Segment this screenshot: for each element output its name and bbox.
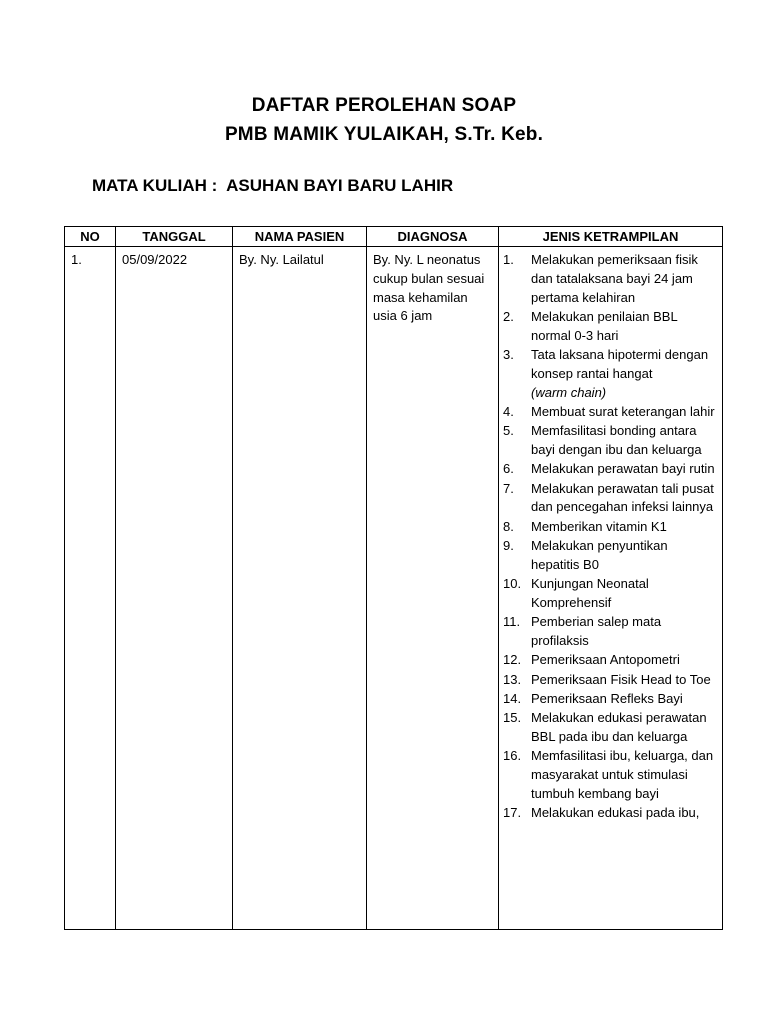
skill-text: Tata laksana hipotermi dengan konsep rantai hangat [531, 346, 709, 381]
skill-item [503, 403, 718, 422]
skill-item [503, 804, 718, 823]
skill-text: Pemeriksaan Fisik Head to Toe [531, 671, 711, 687]
skill-number: 2. [503, 308, 514, 324]
skill-item [503, 251, 718, 307]
cell-jenis-ketrampilan [499, 247, 723, 930]
column-header-tanggal: TANGGAL [116, 227, 233, 247]
skill-number: 5. [503, 423, 514, 439]
skill-number: 15. [503, 710, 522, 726]
skill-item [503, 308, 718, 346]
column-header-no: NO [65, 227, 116, 247]
skill-text: Melakukan pemeriksaan fisik dan tatalaksana bayi 24 jam pertama kelahiran [531, 252, 698, 305]
skill-text: Melakukan perawatan tali pusat dan pencegahan infeksi lainnya [531, 480, 714, 515]
skill-text: Pemeriksaan Refleks Bayi [531, 690, 683, 706]
skill-item [503, 747, 718, 803]
cell-nama-pasien: By. Ny. Lailatul [233, 247, 367, 930]
cell-diagnosa: By. Ny. L neonatus cukup bulan sesuai masa kehamilan usia 6 jam [367, 247, 499, 930]
skill-text: Melakukan edukasi pada ibu, [531, 805, 700, 821]
skill-item [503, 346, 718, 402]
column-header-diagnosa: DIAGNOSA [367, 227, 499, 247]
skill-item [503, 709, 718, 747]
skill-item [503, 480, 718, 518]
skill-text: Kunjungan Neonatal Komprehensif [531, 576, 649, 610]
skill-text: Memberikan vitamin K1 [531, 518, 667, 534]
skill-number: 11. [503, 614, 521, 630]
cell-tanggal: 05/09/2022 [116, 247, 233, 930]
column-header-jenis-ketrampilan: JENIS KETRAMPILAN [499, 227, 723, 247]
skill-number: 12. [503, 652, 522, 668]
skill-text: Melakukan penyuntikan hepatitis B0 [531, 537, 668, 572]
skill-number: 3. [503, 346, 514, 362]
course-label: MATA KULIAH : [92, 176, 218, 195]
skill-text: Melakukan edukasi perawatan BBL pada ibu dan keluarga [531, 710, 707, 744]
skill-number: 7. [503, 480, 514, 496]
skill-number: 6. [503, 461, 514, 477]
skill-number: 17. [503, 805, 522, 821]
skill-item [503, 460, 718, 479]
skill-item [503, 575, 718, 613]
column-header-nama-pasien: NAMA PASIEN [233, 227, 367, 247]
skill-text: Melakukan penilaian BBL normal 0-3 hari [531, 308, 678, 343]
course-name: ASUHAN BAYI BARU LAHIR [226, 176, 454, 195]
skill-number: 16. [503, 748, 522, 764]
skill-item [503, 613, 718, 651]
soap-table [64, 226, 723, 930]
skill-item [503, 518, 718, 537]
skill-text: Melakukan perawatan bayi rutin [531, 461, 715, 477]
skill-text: Pemberian salep mata profilaksis [531, 614, 662, 648]
skill-number: 14. [503, 690, 522, 706]
course-line [92, 176, 453, 196]
document-subtitle: PMB MAMIK YULAIKAH, S.Tr. Keb. [224, 124, 544, 145]
skill-italic-note: (warm chain) [531, 384, 607, 400]
skill-item [503, 690, 718, 709]
skill-item [503, 651, 718, 670]
table-header-row [65, 227, 723, 247]
skill-number: 9. [503, 537, 514, 553]
skill-item [503, 422, 718, 460]
skill-number: 10. [503, 576, 522, 592]
skill-text: Memfasilitasi ibu, keluarga, dan masyarakat untuk stimulasi tumbuh kembang bayi [531, 748, 714, 801]
skill-item [503, 537, 718, 575]
skill-list [503, 251, 718, 823]
table-row [65, 247, 723, 930]
skill-item [503, 671, 718, 690]
skill-number: 4. [503, 403, 514, 419]
skill-number: 8. [503, 518, 514, 534]
skill-text: Memfasilitasi bonding antara bayi dengan ibu dan keluarga [531, 423, 702, 457]
document-title: DAFTAR PEROLEHAN SOAP [251, 95, 517, 116]
skill-number: 1. [503, 252, 514, 267]
skill-text: Membuat surat keterangan lahir [531, 403, 715, 419]
skill-text: Pemeriksaan Antopometri [531, 652, 680, 668]
cell-no: 1. [65, 247, 116, 930]
skill-number: 13. [503, 671, 522, 687]
